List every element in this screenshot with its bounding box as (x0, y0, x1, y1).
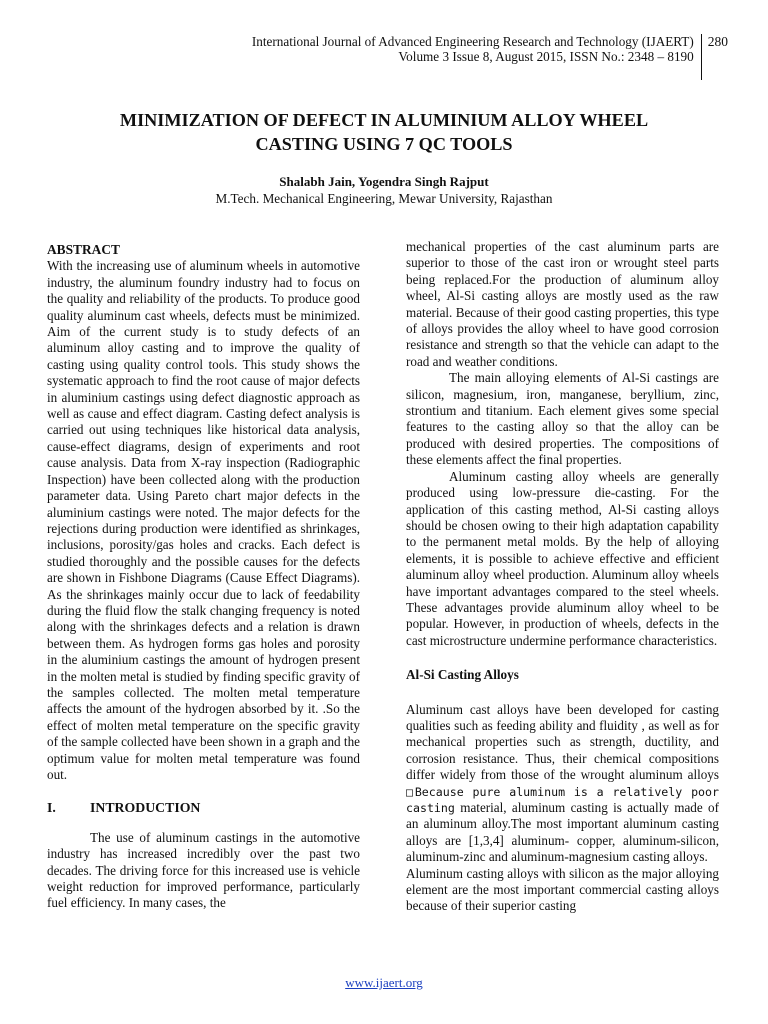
page-number: 280 (707, 34, 728, 49)
right-column (406, 239, 719, 915)
paragraph-alloying-elements: The main alloying elements of Al-Si castings are silicon, magnesium, iron, manganese, beryllium, zinc, strontium and titanium. Each element gives some special features to the casting alloy so that the alloy can be produced with desired properties. The compositions of these elements affect the final properties. (406, 370, 719, 468)
section-number: I. (47, 800, 56, 816)
header-text (252, 34, 701, 64)
paragraph-silicon-alloys: Aluminum casting alloys with silicon as the major alloying element are the most important commercial casting alloys because of their superior casting (406, 865, 719, 914)
cast-alloys-mono-text: □Because pure aluminum is a relatively poor casting (406, 784, 719, 815)
cast-alloys-text-b: material, aluminum casting is actually made of an aluminum alloy.The most important aluminum casting alloys are [1,3,4] aluminum- copper, aluminum-silicon, aluminum-zinc and aluminum-magnesium casting alloys. (406, 800, 719, 865)
affiliation: M.Tech. Mechanical Engineering, Mewar University, Rajasthan (215, 191, 553, 206)
issue-info: Volume 3 Issue 8, August 2015, ISSN No.: 2348 – 8190 (398, 49, 694, 64)
authors: Shalabh Jain, Yogendra Singh Rajput (279, 174, 489, 189)
paragraph-low-pressure: Aluminum casting alloy wheels are generally produced using low-pressure die-casting. For the application of this casting method, Al-Si casting alloys should be chosen owing to their high adaptation capability to the permanent metal molds. By the help of alloying elements, it is possible to achieve effective and efficient aluminum alloy wheel production. Aluminum alloy wheels have important advantages compared to the steel wheels. These advantages provide aluminum alloy wheel to be popular. However, in production of wheels, defects in the cast microstructure undermine performance characteristics. (406, 468, 719, 648)
paper-title (60, 108, 708, 156)
abstract-heading: ABSTRACT (47, 242, 120, 257)
intro-heading (47, 800, 360, 816)
title-line-2: CASTING USING 7 QC TOOLS (255, 134, 513, 154)
page-footer (0, 975, 768, 991)
subsection-heading: Al-Si Casting Alloys (406, 667, 519, 683)
abstract-text: With the increasing use of aluminum wheels in automotive industry, the aluminum foundry industry had to focus on the quality and reliability of the products. To produce good quality aluminum cast wheels, defects must be minimized. Aim of the current study is to study defects of an aluminum alloy casting and to improve the quality of casting using quality control tools. This study shows the systematic approach to find the root cause of major defects in aluminium castings using defect diagnostic approach as well as cause and effect diagram. Casting defect analysis is carried out using techniques like historical data analysis, cause-effect diagrams, design of experiments and root cause analysis. Data from X-ray inspection (Radiographic Inspection) have been collected along with the production parameter data. Using Pareto chart major defects in the aluminium castings were noted. The major defects for the rejections during production were identified as shrinkages, inclusions, porosity/gas holes and cracks. Each defect is studied thoroughly and the possible causes for the defects are shown in Fishbone Diagrams (Cause Effect Diagrams). As the shrinkages mainly occur due to lack of feedability during the fluid flow the stalk changing frequency is noted along with the shrinkages defects and a relation is drawn between them. As hydrogen forms gas holes and porosity in the aluminium castings the amount of hydrogen present in the molten metal is studied by finding specific gravity of the samples collected. The molten metal temperature affects the amount of the hydrogen absorbed by it. .So the effect of molten metal temperature on the specific gravity of the sample collected have been shown in a graph and the optimum value for molten metal temperature was found out. (47, 258, 360, 782)
running-header (252, 34, 728, 64)
cast-alloys-text-a: Aluminum cast alloys have been developed for casting qualities such as feeding ability and fluidity , as well as for mechanical properties such as strength, ductility, and corrosion resistance. Thus, their chemical compositions differ widely from those of the wrought aluminum alloys (406, 701, 719, 783)
paragraph-properties: mechanical properties of the cast aluminum parts are superior to those of the cast iron or wrought steel parts being replaced.For the production of aluminum alloy wheel, Al-Si casting alloys are mostly used as the raw material. Because of their good casting properties, this type of alloys provides the alloy wheel to have good corrosion resistance and strength so that the vehicle can adapt to the road and weather conditions. (406, 239, 719, 369)
journal-name: International Journal of Advanced Engineering Research and Technology (IJAERT) (251, 34, 694, 49)
section-title: INTRODUCTION (90, 800, 201, 816)
paragraph-cast-alloys (406, 702, 719, 866)
left-column (47, 239, 360, 912)
title-line-1: MINIMIZATION OF DEFECT IN ALUMINIUM ALLOY WHEEL (119, 110, 649, 130)
journal-url-link[interactable]: www.ijaert.org (345, 975, 423, 990)
intro-paragraph: The use of aluminum castings in the automotive industry has increased incredibly over the past two decades. The driving force for this increased use is vehicle weight reduction for improved performance, particularly fuel efficiency. In many cases, the (47, 829, 360, 911)
